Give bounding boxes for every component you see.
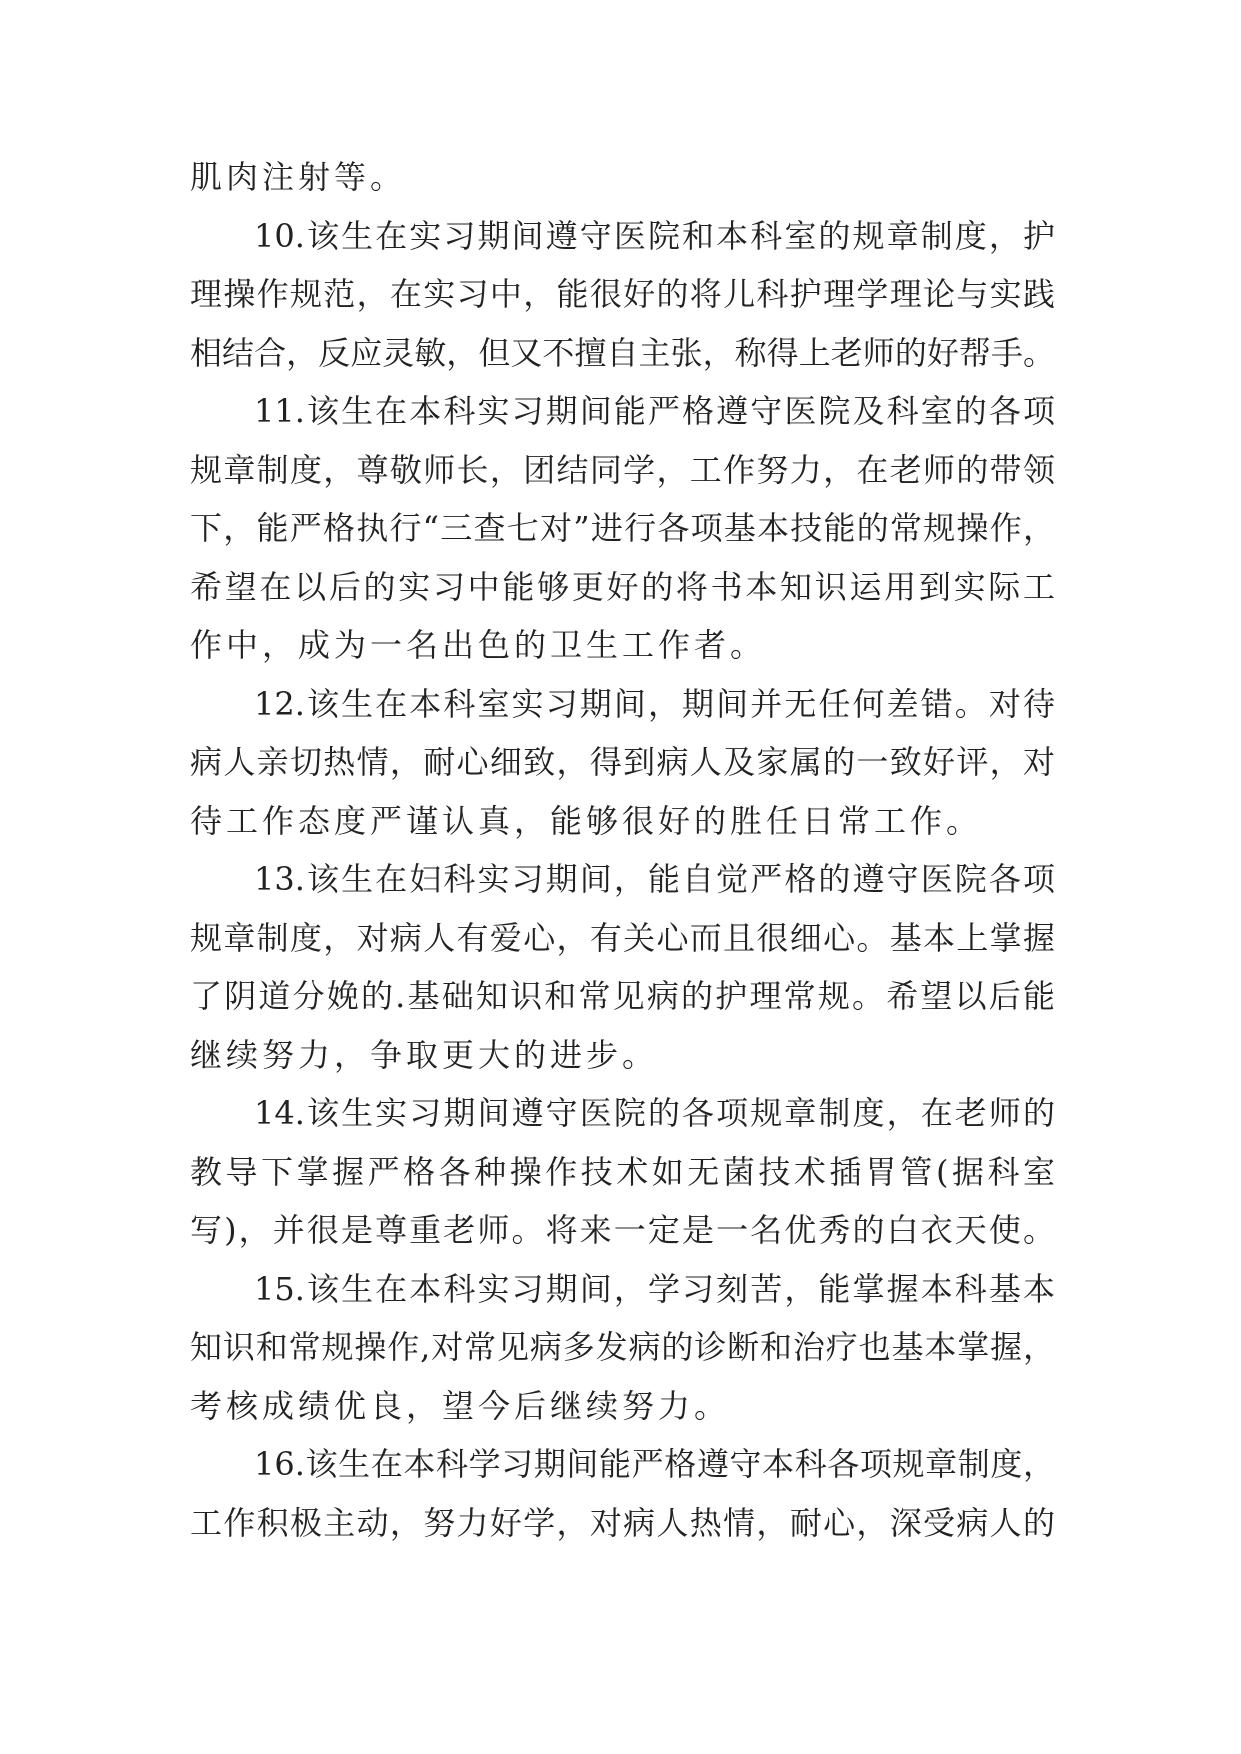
paragraph-11-start: 11.该生在本科实习期间能严格遵守医院及科室的各项 (254, 392, 1055, 430)
text-line: 相结合，反应灵敏，但又不擅自主张，称得上老师的好帮手。 (190, 333, 1055, 372)
text-line: 希望在以后的实习中能够更好的将书本知识运用到实际工 (190, 567, 1055, 606)
paragraph-15-start: 15.该生在本科实习期间，学习刻苦，能掌握本科基本 (254, 1269, 1055, 1308)
text-line: 病人亲切热情，耐心细致，得到病人及家属的一致好评，对 (190, 743, 1055, 781)
paragraph-10-start: 10.该生在实习期间遵守医院和本科室的规章制度，护 (254, 216, 1055, 255)
text-line: 理操作规范，在实习中，能很好的将儿科护理学理论与实践 (190, 275, 1055, 313)
text-line: 下，能严格执行“三查七对”进行各项基本技能的常规操作， (190, 509, 1055, 547)
paragraph-12-start: 12.该生在本科室实习期间，期间并无任何差错。对待 (254, 684, 1055, 723)
document-body (190, 148, 1055, 1552)
text-line: 规章制度，尊敬师长，团结同学，工作努力，在老师的带领 (190, 450, 1055, 489)
text-line: 待工作态度严谨认真，能够很好的胜任日常工作。 (190, 801, 983, 840)
text-line: 规章制度，对病人有爱心，有关心而且很细心。基本上掌握 (190, 918, 1055, 957)
text-line: 考核成绩优良，望今后继续努力。 (190, 1386, 731, 1425)
paragraph-14-start: 14.该生实习期间遵守医院的各项规章制度，在老师的 (254, 1094, 1055, 1132)
text-line: 肌肉注射等。 (190, 158, 407, 196)
text-line: 知识和常规操作,对常见病多发病的诊断和治疗也基本掌握， (190, 1328, 1055, 1366)
text-line: 写)，并很是尊重老师。将来一定是一名优秀的白衣天使。 (190, 1211, 1055, 1249)
text-line: 工作积极主动，努力好学，对病人热情，耐心，深受病人的 (190, 1503, 1055, 1542)
paragraph-16-start: 16.该生在本科学习期间能严格遵守本科各项规章制度， (254, 1445, 1055, 1483)
text-line: 作中，成为一名出色的卫生工作者。 (190, 626, 767, 664)
text-line: 教导下掌握严格各种操作技术如无菌技术插胃管(据科室 (190, 1152, 1055, 1191)
text-line: 了阴道分娩的.基础知识和常见病的护理常规。希望以后能 (190, 977, 1055, 1015)
text-line: 继续努力，争取更大的进步。 (190, 1035, 659, 1074)
paragraph-13-start: 13.该生在妇科实习期间，能自觉严格的遵守医院各项 (254, 860, 1055, 898)
